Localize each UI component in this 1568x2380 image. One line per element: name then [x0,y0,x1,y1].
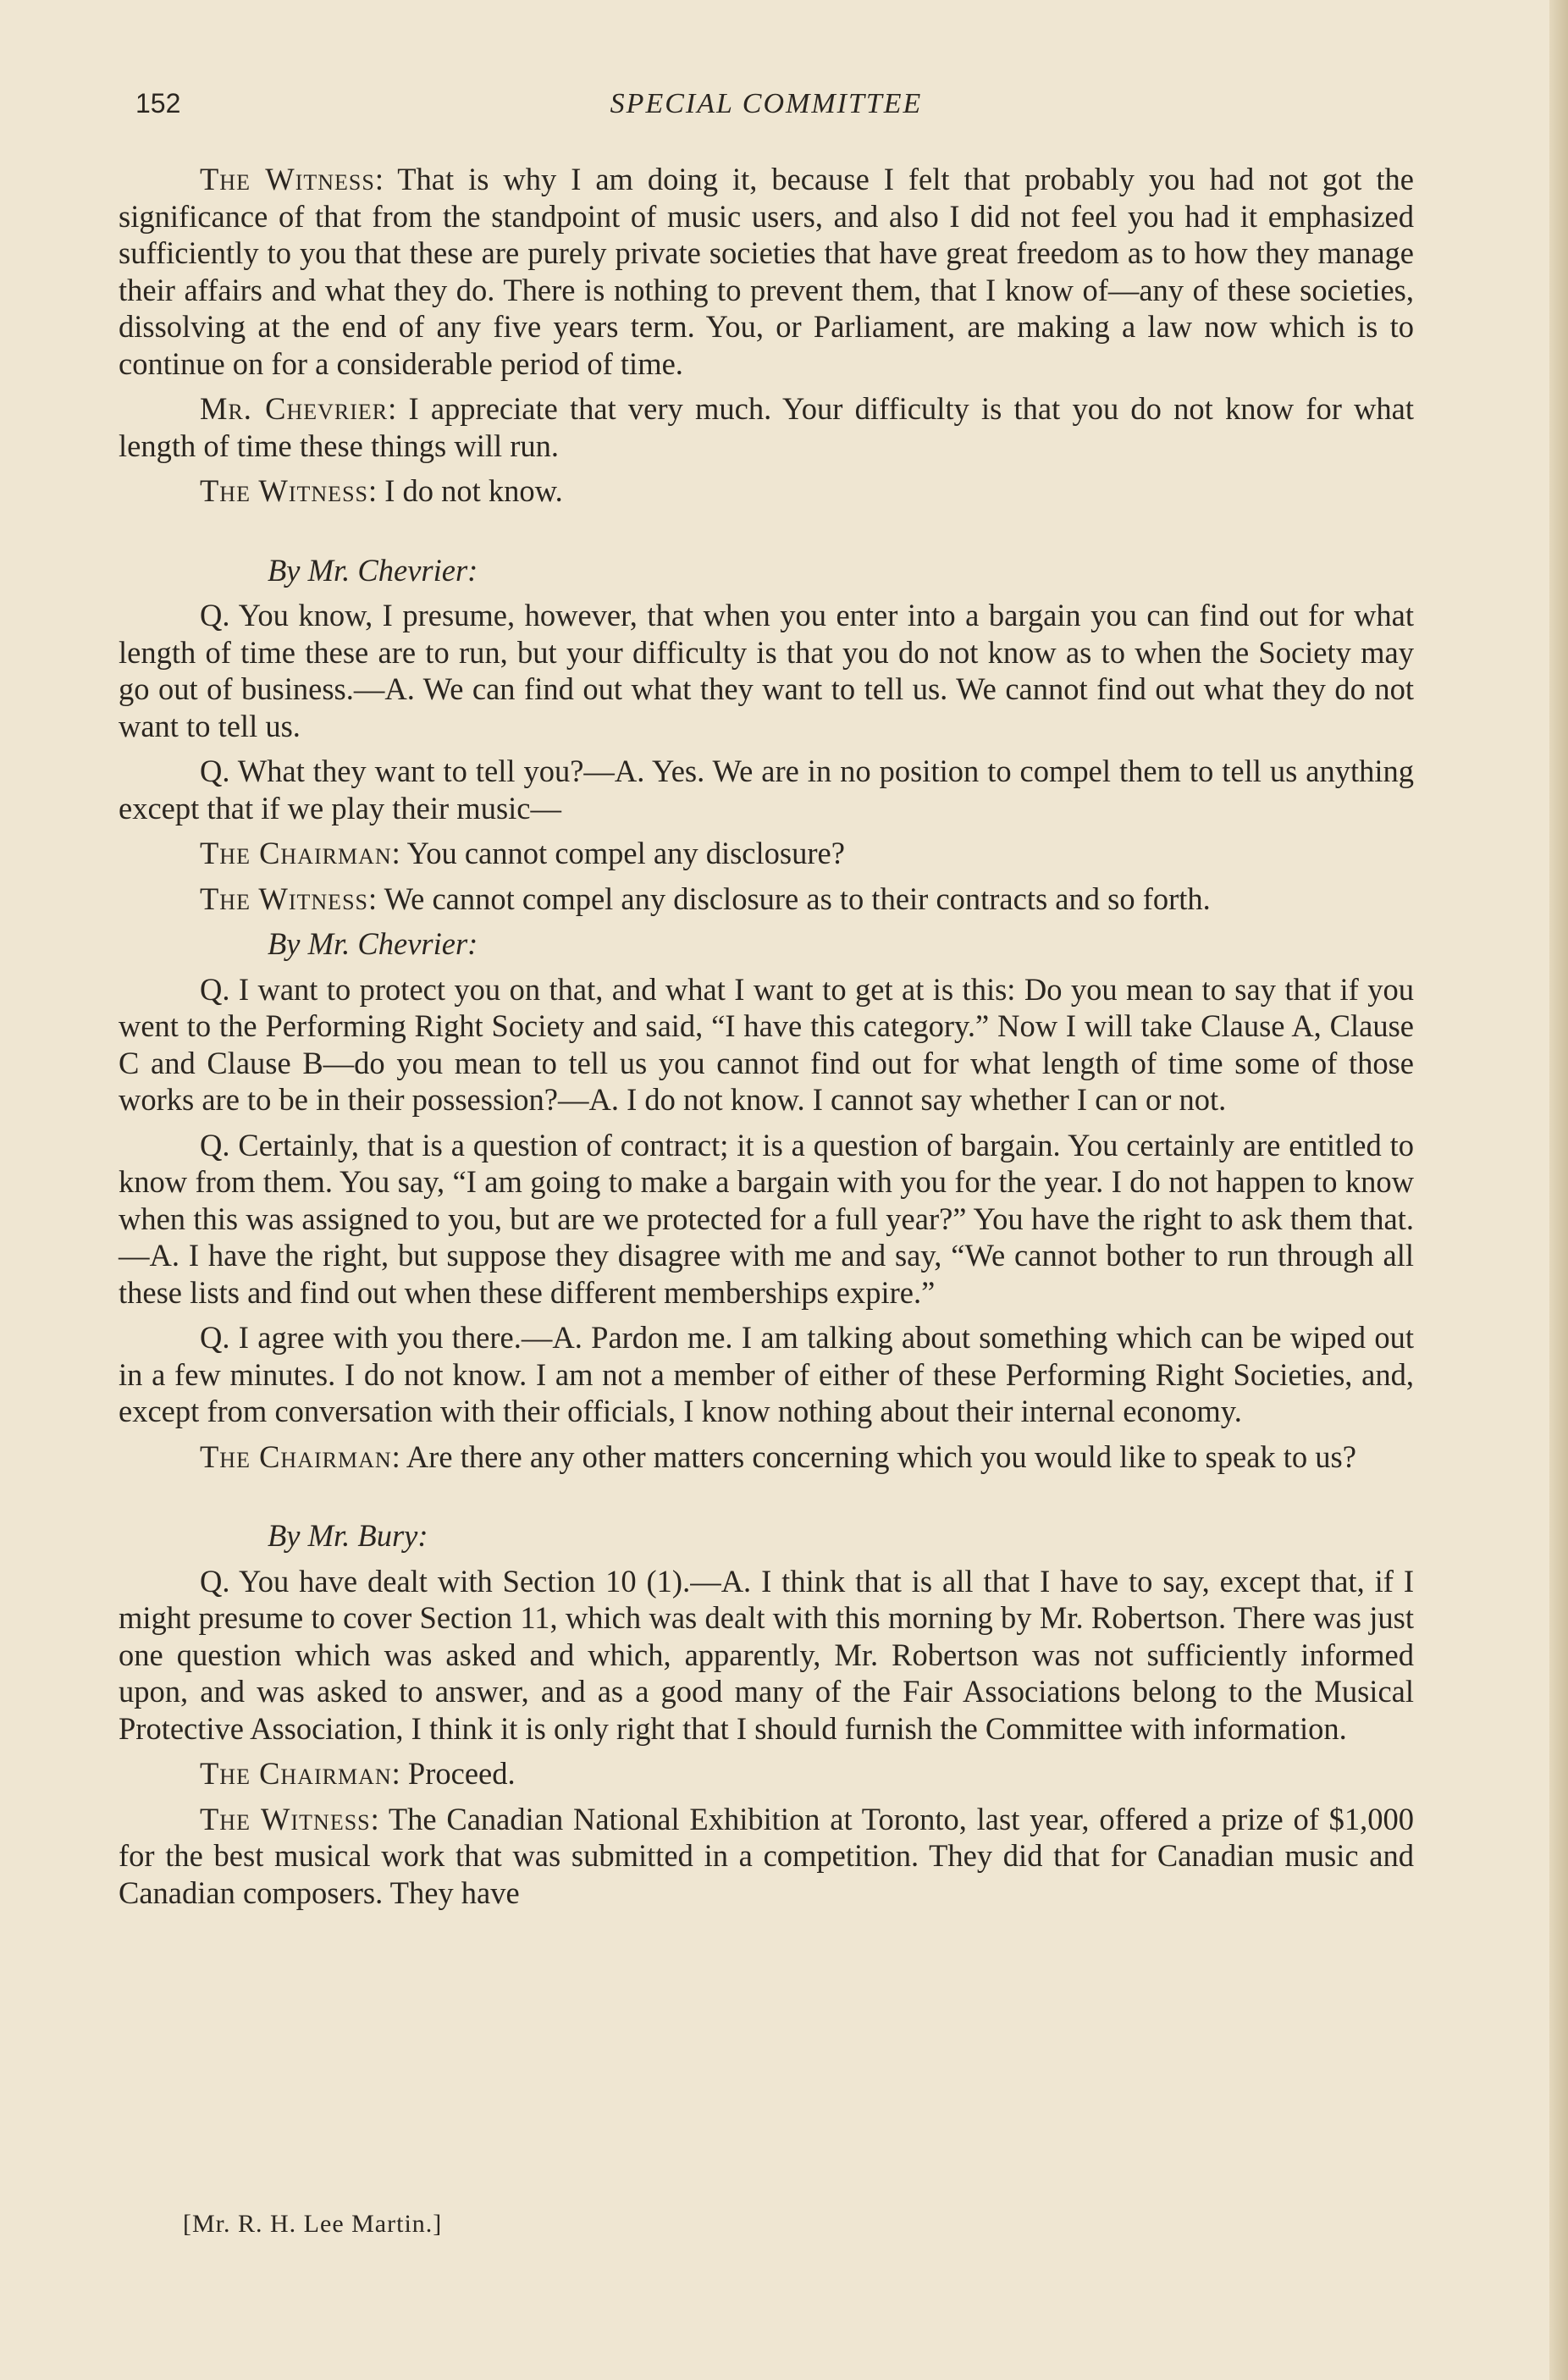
paragraph [119,1438,1414,1476]
paragraph [119,881,1414,918]
paragraph [119,390,1414,464]
question-answer: Q. Certainly, that is a question of contract; it is a question of bargain. You certainly are entitled to know from them. You say, “I am going to make a bargain with you for the year. I do not happen to know when this was assigned to you, but are we protected for a full year?” You have the right to ask them that.—A. I have the right, but suppose they disagree with me and say, “We cannot bother to run through all these lists and find out when these different memberships expire.” [119,1127,1414,1310]
speaker-label: The Chairman [200,836,392,870]
paragraph-text: : That is why I am doing it, because I felt that probably you had not got the significance of that from the standpoint of music users, and also I did not feel you had it emphasized sufficiently to you that these are purely private societies that have great freedom as to how they manage their affairs and what they do. There is nothing to prevent them, that I know of—any of these societies, dissolving at the end of any five years term. You, or Parliament, are making a law now which is to continue on for a considerable period of time. [119,162,1414,381]
paragraph-text: : I do not know. [368,473,563,508]
examiner-heading: By Mr. Bury: [268,1518,428,1553]
paragraph-text: : We cannot compel any disclosure as to their contracts and so forth. [368,881,1211,916]
paragraph [119,1755,1414,1792]
paragraph [119,835,1414,872]
witness-footer-note: [Mr. R. H. Lee Martin.] [183,2210,443,2238]
paragraph [119,472,1414,510]
paragraph [119,1801,1414,1912]
paragraph [119,161,1414,382]
question-answer: Q. You have dealt with Section 10 (1).—A. I think that is all that I have to say, except that, if I might presume to cover Section 11, which was dealt with this morning by Mr. Robertson. There was just one question which was asked and which, apparently, Mr. Robertson was not sufficiently informed upon, and was asked to answer, and as a good many of the Fair Associations belong to the Musical Protective Association, I think it is only right that I should furnish the Committee with information. [119,1563,1414,1746]
question-answer: Q. I agree with you there.—A. Pardon me. I am talking about something which can be wiped out in a few minutes. I do not know. I am not a member of either of these Performing Right Societies, and, except from conversation with their officials, I know nothing about their internal economy. [119,1320,1414,1428]
speaker-label: The Witness [200,473,368,508]
page-body [119,161,1414,1919]
examiner-heading: By Mr. Chevrier: [268,926,478,961]
page-edge [1549,0,1568,2380]
speaker-label: The Chairman [200,1438,392,1474]
page-header [119,88,1414,129]
paragraph-text: : Are there any other matters concerning which you would like to speak to us? [391,1438,1356,1474]
speaker-label: The Witness [200,881,368,916]
speaker-label: The Chairman [200,1756,392,1791]
question-answer: Q. You know, I presume, however, that when you enter into a bargain you can find out for what length of time these are to run, but your difficulty is that you do not know as to when the Society may go out of business.—A. We can find out what they want to tell us. We cannot find out what they do not want to tell us. [119,598,1414,743]
paragraph-text: : I appreciate that very much. Your difficulty is that you do not know for what length of time these things will run. [119,391,1414,463]
paragraph-text: : The Canadian National Exhibition at Toronto, last year, offered a prize of $1,000 for the best musical work that was submitted in a competition. They did that for Canadian music and Canadian composers. They have [119,1801,1414,1910]
speaker-label: The Witness [200,162,375,196]
speaker-label: Mr. Chevrier [200,391,389,426]
paragraph-text: : Proceed. [391,1756,516,1791]
examiner-heading: By Mr. Chevrier: [268,552,478,588]
paragraph-text: : You cannot compel any disclosure? [391,836,845,870]
running-head: SPECIAL COMMITTEE [610,88,923,119]
page-number: 152 [135,88,181,119]
question-answer: Q. I want to protect you on that, and what I want to get at is this: Do you mean to say that if you went to the Performing Right Society and said, “I have this category.” Now I will take Clause A, Clause C and Clause B—do you mean to tell us you cannot find out for what length of time some of those works are to be in their possession?—A. I do not know. I cannot say whether I can or not. [119,971,1414,1117]
question-answer: Q. What they want to tell you?—A. Yes. We are in no position to compel them to tell us anything except that if we play their music— [119,754,1414,826]
speaker-label: The Witness [200,1801,371,1836]
